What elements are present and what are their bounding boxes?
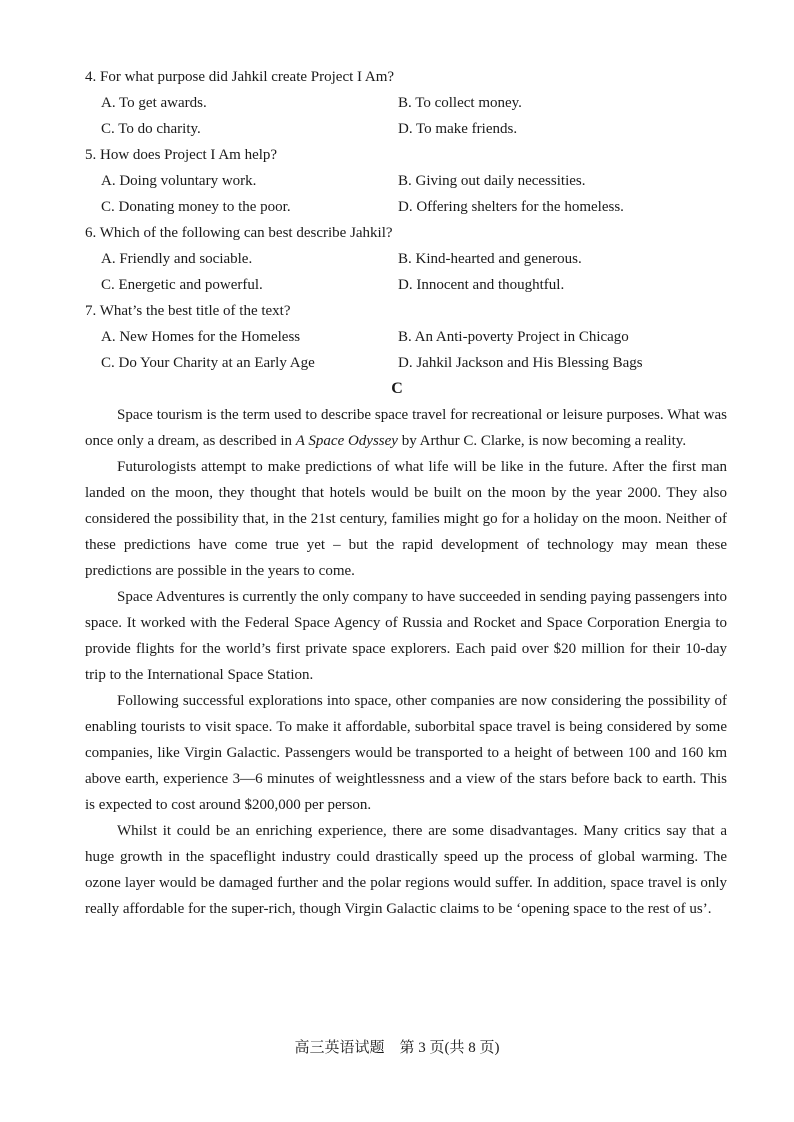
paragraph-1-text-a: Space tourism is the term used to describe space travel for recreational or leisure purposes. What was once only a dream, as described in [85, 407, 727, 449]
question-7-stem: 7. What’s the best title of the text? [85, 303, 291, 319]
section-label: C [391, 380, 403, 397]
paragraph-4: Following successful explorations into space, other companies are now considering the possibility of enabling tourists to visit space. To make it affordable, suborbital space travel is being considered by some companies, like Virgin Galactic. Passengers would be transported to a height of between 100 and 160 km above earth, experience 3—6 minutes of weightlessness and a view of the stars before back to earth. This is expected to cost around $200,000 per person. [85, 693, 727, 813]
question-5-option-d: D. Offering shelters for the homeless. [398, 199, 624, 215]
question-4-option-c: C. To do charity. [101, 121, 201, 137]
question-4-option-b: B. To collect money. [398, 95, 522, 111]
question-6-option-b: B. Kind-hearted and generous. [398, 251, 582, 267]
question-5-stem: 5. How does Project I Am help? [85, 147, 278, 163]
question-7-option-b: B. An Anti-poverty Project in Chicago [398, 329, 629, 345]
passage-c [85, 402, 727, 922]
question-4-stem: 4. For what purpose did Jahkil create Project I Am? [85, 69, 395, 85]
paragraph-1 [85, 402, 727, 454]
question-4-option-d: D. To make friends. [398, 121, 518, 137]
paragraph-5: Whilst it could be an enriching experience, there are some disadvantages. Many critics say that a huge growth in the spaceflight industry could drastically speed up the process of global warming. The ozone layer would be damaged further and the polar regions would suffer. In addition, space travel is only really affordable for the super-rich, though Virgin Galactic claims to be ‘opening space to the rest of us’. [85, 823, 727, 917]
question-6-stem: 6. Which of the following can best describe Jahkil? [85, 225, 393, 241]
paragraph-2: Futurologists attempt to make predictions of what life will be like in the future. After the first man landed on the moon, they thought that hotels would be built on the moon by the year 2000. They also considered the possibility that, in the 21st century, families might go for a holiday on the moon. Neither of these predictions have come true yet – but the rapid development of technology may mean these predictions are possible in the years to come. [85, 459, 727, 579]
page-footer: 高三英语试题 第 3 页(共 8 页) [294, 1040, 500, 1056]
paragraph-3: Space Adventures is currently the only company to have succeeded in sending paying passengers into space. It worked with the Federal Space Agency of Russia and Rocket and Space Corporation Energia to provide flights for the world’s first private space explorers. Each paid over $20 million for their 10-day trip to the International Space Station. [85, 589, 727, 683]
question-7-option-a: A. New Homes for the Homeless [101, 329, 301, 345]
question-7-option-c: C. Do Your Charity at an Early Age [101, 355, 315, 371]
question-7-option-d: D. Jahkil Jackson and His Blessing Bags [398, 355, 643, 371]
question-6-option-a: A. Friendly and sociable. [101, 251, 253, 267]
question-4-option-a: A. To get awards. [101, 95, 207, 111]
paragraph-1-text-b: by Arthur C. Clarke, is now becoming a reality. [397, 433, 687, 449]
question-5-option-b: B. Giving out daily necessities. [398, 173, 586, 189]
question-6-option-d: D. Innocent and thoughtful. [398, 277, 565, 293]
question-6-option-c: C. Energetic and powerful. [101, 277, 263, 293]
question-5-option-a: A. Doing voluntary work. [101, 173, 257, 189]
question-5-option-c: C. Donating money to the poor. [101, 199, 291, 215]
book-title: A Space Odyssey [295, 433, 398, 449]
